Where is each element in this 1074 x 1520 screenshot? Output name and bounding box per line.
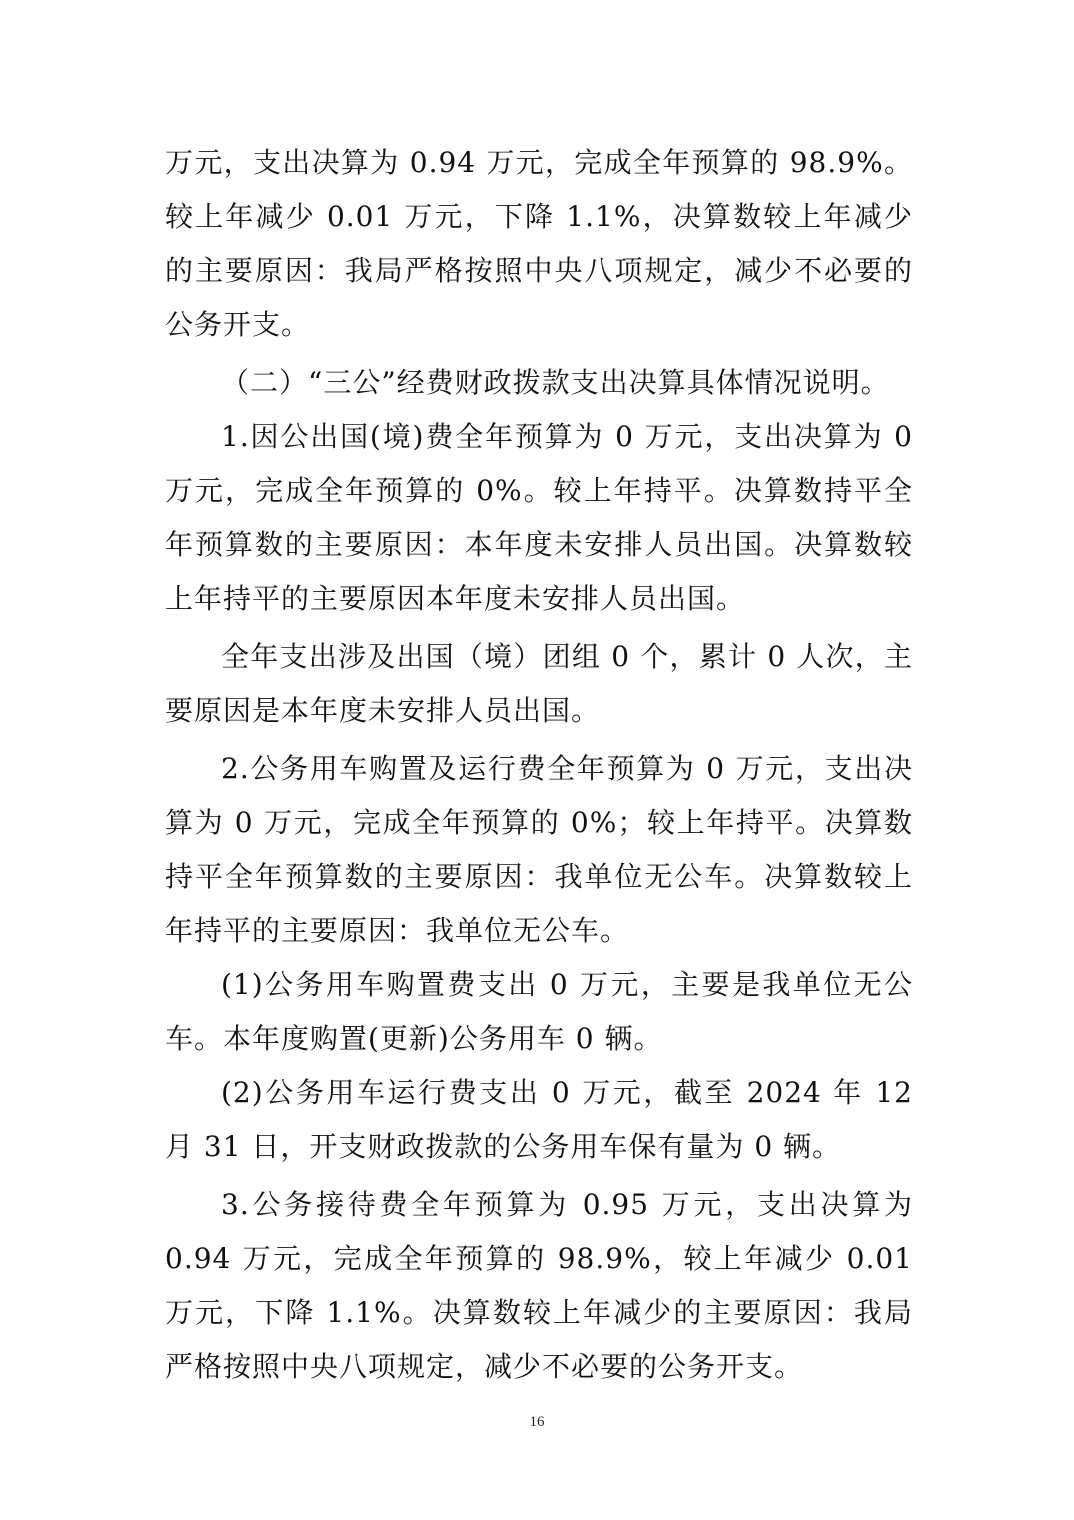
paragraph-official-vehicles: 2.公务用车购置及运行费全年预算为 0 万元，支出决算为 0 万元，完成全年预算的 0%；较上年持平。决算数持平全年预算数的主要原因：我单位无公车。决算数较上年持平的主要原因：我单位无公车。 xyxy=(165,752,913,947)
paragraph-overseas-travel: 1.因公出国(境)费全年预算为 0 万元，支出决算为 0 万元，完成全年预算的 0%。较上年持平。决算数持平全年预算数的主要原因：本年度未安排人员出国。决算数较上年持平的主要原因本年度未安排人员出国。 xyxy=(165,420,913,615)
paragraph-budget-summary: 万元，支出决算为 0.94 万元，完成全年预算的 98.9%。较上年减少 0.01 万元，下降 1.1%，决算数较上年减少的主要原因：我局严格按照中央八项规定，减少不必要的公务开支。 xyxy=(165,146,913,341)
section-heading-three-public-expenses: （二）“三公”经费财政拨款支出决算具体情况说明。 xyxy=(221,366,890,399)
paragraph-vehicle-purchase: (1)公务用车购置费支出 0 万元，主要是我单位无公车。本年度购置(更新)公务用车 0 辆。 xyxy=(165,968,913,1055)
paragraph-overseas-groups: 全年支出涉及出国（境）团组 0 个，累计 0 人次，主要原因是本年度未安排人员出国。 xyxy=(165,640,913,727)
paragraph-vehicle-operation: (2)公务用车运行费支出 0 万元，截至 2024 年 12 月 31 日，开支财政拨款的公务用车保有量为 0 辆。 xyxy=(165,1076,913,1163)
document-body xyxy=(165,136,913,1394)
page-number: 16 xyxy=(529,1414,545,1430)
paragraph-official-reception: 3.公务接待费全年预算为 0.95 万元，支出决算为 0.94 万元，完成全年预算的 98.9%，较上年减少 0.01 万元，下降 1.1%。决算数较上年减少的主要原因：我局严格按照中央八项规定，减少不必要的公务开支。 xyxy=(165,1188,913,1383)
